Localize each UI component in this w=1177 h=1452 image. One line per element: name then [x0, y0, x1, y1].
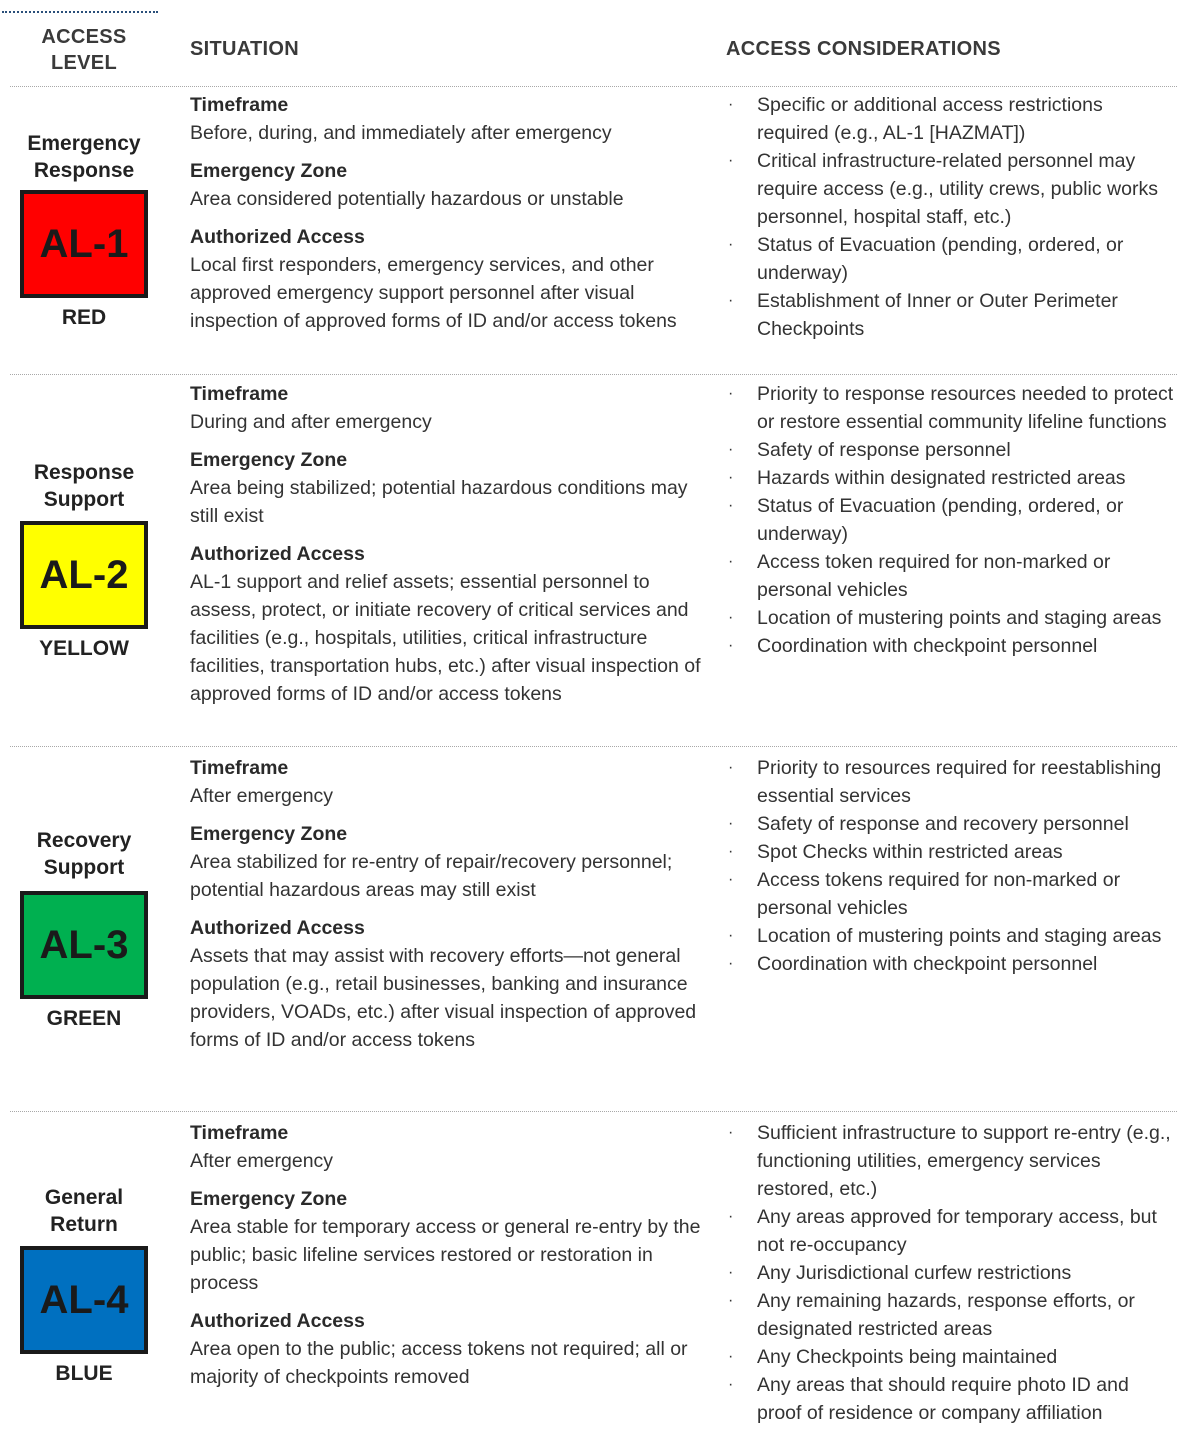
bullet-icon: · [728, 553, 734, 570]
consideration-text: Access tokens required for non-marked or personal vehicles [757, 869, 1121, 919]
timeframe-text: After emergency [190, 785, 334, 807]
authorized-access-text: Local first responders, emergency services, and other approved emergency support personnel after visual inspection of approved forms of ID and/or access tokens [190, 254, 677, 332]
access-level-cell [18, 753, 150, 1109]
considerations-list [726, 754, 1174, 978]
emergency-zone-block [190, 820, 710, 904]
emergency-zone-text: Area being stabilized; potential hazardous conditions may still exist [190, 477, 688, 527]
timeframe-label: Timeframe [190, 757, 289, 779]
bullet-icon: · [728, 385, 734, 402]
consideration-text: Any Checkpoints being maintained [757, 1346, 1058, 1368]
considerations-cell [726, 380, 1174, 660]
consideration-item [726, 754, 1174, 810]
level-color-name: RED [61, 306, 107, 329]
consideration-text: Specific or additional access restrictions required (e.g., AL-1 [HAZMAT]) [757, 94, 1103, 144]
situation-cell [190, 91, 710, 345]
consideration-text: Hazards within designated restricted areas [757, 467, 1126, 489]
bullet-icon: · [728, 637, 734, 654]
situation-cell [190, 754, 710, 1064]
consideration-item [726, 1343, 1174, 1371]
consideration-text: Coordination with checkpoint personnel [757, 953, 1098, 975]
row-divider [10, 1111, 1177, 1112]
consideration-item [726, 866, 1174, 922]
bullet-icon: · [728, 441, 734, 458]
bullet-icon: · [728, 1208, 734, 1225]
timeframe-label: Timeframe [190, 1122, 289, 1144]
consideration-text: Status of Evacuation (pending, ordered, or underway) [757, 234, 1124, 284]
bullet-icon: · [728, 152, 734, 169]
row-divider [10, 746, 1177, 747]
emergency-zone-block [190, 157, 710, 213]
bullet-icon: · [728, 236, 734, 253]
considerations-list [726, 91, 1174, 343]
consideration-text: Access token required for non-marked or personal vehicles [757, 551, 1111, 601]
authorized-access-label: Authorized Access [190, 226, 365, 248]
timeframe-label: Timeframe [190, 383, 289, 405]
consideration-text: Critical infrastructure-related personnel may require access (e.g., utility crews, public works personnel, hospital staff, etc.) [757, 150, 1158, 228]
access-level-badge: AL-3 [20, 891, 148, 999]
emergency-zone-text: Area stable for temporary access or general re-entry by the public; basic lifeline services restored or restoration in process [190, 1216, 701, 1294]
table-row-al2 [0, 379, 1177, 743]
consideration-text: Safety of response and recovery personnel [757, 813, 1129, 835]
access-level-cell [18, 90, 150, 372]
authorized-access-label: Authorized Access [190, 1310, 365, 1332]
emergency-zone-block [190, 446, 710, 530]
bullet-icon: · [728, 843, 734, 860]
consideration-text: Any areas that should require photo ID and proof of residence or company affiliation [757, 1374, 1129, 1424]
consideration-item [726, 838, 1174, 866]
timeframe-text: After emergency [190, 1150, 334, 1172]
bullet-icon: · [728, 759, 734, 776]
bullet-icon: · [728, 1376, 734, 1393]
level-name: Emergency Response [27, 132, 141, 182]
authorized-access-block [190, 1307, 710, 1391]
bullet-icon: · [728, 1348, 734, 1365]
timeframe-block [190, 91, 710, 147]
bullet-icon: · [728, 1292, 734, 1309]
timeframe-block [190, 754, 710, 810]
consideration-text: Safety of response personnel [757, 439, 1011, 461]
row-divider [10, 374, 1177, 375]
consideration-item [726, 492, 1174, 548]
bullet-icon: · [728, 927, 734, 944]
emergency-zone-label: Emergency Zone [190, 823, 348, 845]
emergency-zone-block [190, 1185, 710, 1297]
authorized-access-block [190, 223, 710, 335]
header-access-level: ACCESS LEVEL [41, 26, 127, 74]
timeframe-text: Before, during, and immediately after emergency [190, 122, 612, 144]
consideration-item [726, 380, 1174, 436]
consideration-text: Priority to resources required for reestablishing essential services [757, 757, 1162, 807]
bullet-icon: · [728, 96, 734, 113]
bullet-icon: · [728, 292, 734, 309]
level-name: Response Support [33, 461, 135, 511]
timeframe-block [190, 380, 710, 436]
consideration-text: Location of mustering points and staging areas [757, 925, 1162, 947]
consideration-item [726, 91, 1174, 147]
access-level-cell [18, 379, 150, 743]
consideration-text: Any Jurisdictional curfew restrictions [757, 1262, 1072, 1284]
consideration-item [726, 922, 1174, 950]
consideration-text: Spot Checks within restricted areas [757, 841, 1063, 863]
consideration-item [726, 436, 1174, 464]
authorized-access-text: Assets that may assist with recovery efforts—not general population (e.g., retail businesses, banking and insurance providers, VOADs, etc.) after visual inspection of approved forms of ID and/or access tokens [190, 945, 697, 1051]
table-row-al4 [0, 1118, 1177, 1452]
access-level-badge: AL-1 [20, 190, 148, 298]
access-level-cell [18, 1118, 150, 1452]
timeframe-block [190, 1119, 710, 1175]
consideration-text: Any remaining hazards, response efforts, or designated restricted areas [757, 1290, 1135, 1340]
consideration-item [726, 464, 1174, 492]
table-row-al1 [0, 90, 1177, 372]
considerations-cell [726, 754, 1174, 978]
bullet-icon: · [728, 871, 734, 888]
consideration-item [726, 1203, 1174, 1259]
consideration-item [726, 1259, 1174, 1287]
header-access-considerations: ACCESS CONSIDERATIONS [726, 38, 1001, 60]
consideration-item [726, 950, 1174, 978]
authorized-access-label: Authorized Access [190, 543, 365, 565]
consideration-item [726, 1371, 1174, 1427]
row-divider [10, 86, 1177, 87]
consideration-text: Location of mustering points and staging areas [757, 607, 1162, 629]
level-color-name: GREEN [46, 1007, 122, 1030]
considerations-list [726, 1119, 1174, 1427]
access-level-badge: AL-2 [20, 521, 148, 629]
level-name: General Return [44, 1186, 124, 1236]
consideration-item [726, 632, 1174, 660]
consideration-item [726, 548, 1174, 604]
bullet-icon: · [728, 497, 734, 514]
authorized-access-block [190, 540, 710, 708]
authorized-access-label: Authorized Access [190, 917, 365, 939]
consideration-text: Coordination with checkpoint personnel [757, 635, 1098, 657]
bullet-icon: · [728, 609, 734, 626]
consideration-text: Status of Evacuation (pending, ordered, or underway) [757, 495, 1124, 545]
level-color-name: BLUE [55, 1362, 113, 1385]
emergency-zone-text: Area considered potentially hazardous or unstable [190, 188, 624, 210]
consideration-text: Establishment of Inner or Outer Perimeter Checkpoints [757, 290, 1118, 340]
situation-cell [190, 380, 710, 718]
level-name: Recovery Support [36, 829, 132, 879]
emergency-zone-label: Emergency Zone [190, 160, 348, 182]
level-color-name: YELLOW [39, 637, 129, 660]
authorized-access-text: AL-1 support and relief assets; essential personnel to assess, protect, or initiate recovery of critical services and facilities (e.g., hospitals, utilities, critical infrastructure facilities, transportation hubs, etc.) after visual inspection of approved forms of ID and/or access tokens [190, 571, 701, 705]
authorized-access-block [190, 914, 710, 1054]
consideration-item [726, 147, 1174, 231]
consideration-item [726, 1287, 1174, 1343]
considerations-list [726, 380, 1174, 660]
consideration-item [726, 231, 1174, 287]
bullet-icon: · [728, 815, 734, 832]
situation-cell [190, 1119, 710, 1401]
consideration-item [726, 287, 1174, 343]
timeframe-label: Timeframe [190, 94, 289, 116]
consideration-item [726, 604, 1174, 632]
consideration-item [726, 1119, 1174, 1203]
consideration-text: Any areas approved for temporary access, but not re-occupancy [757, 1206, 1157, 1256]
emergency-zone-text: Area stabilized for re-entry of repair/recovery personnel; potential hazardous areas may still exist [190, 851, 673, 901]
table-header [0, 0, 1177, 86]
timeframe-text: During and after emergency [190, 411, 432, 433]
considerations-cell [726, 91, 1174, 343]
bullet-icon: · [728, 955, 734, 972]
bullet-icon: · [728, 1124, 734, 1141]
header-situation: SITUATION [190, 38, 299, 60]
emergency-zone-label: Emergency Zone [190, 1188, 348, 1210]
consideration-item [726, 810, 1174, 838]
consideration-text: Sufficient infrastructure to support re-entry (e.g., functioning utilities, emergency services restored, etc.) [757, 1122, 1171, 1200]
bullet-icon: · [728, 1264, 734, 1281]
table-row-al3 [0, 753, 1177, 1109]
authorized-access-text: Area open to the public; access tokens not required; all or majority of checkpoints removed [190, 1338, 688, 1388]
access-level-badge: AL-4 [20, 1246, 148, 1354]
consideration-text: Priority to response resources needed to protect or restore essential community lifeline functions [757, 383, 1174, 433]
emergency-zone-label: Emergency Zone [190, 449, 348, 471]
considerations-cell [726, 1119, 1174, 1427]
bullet-icon: · [728, 469, 734, 486]
